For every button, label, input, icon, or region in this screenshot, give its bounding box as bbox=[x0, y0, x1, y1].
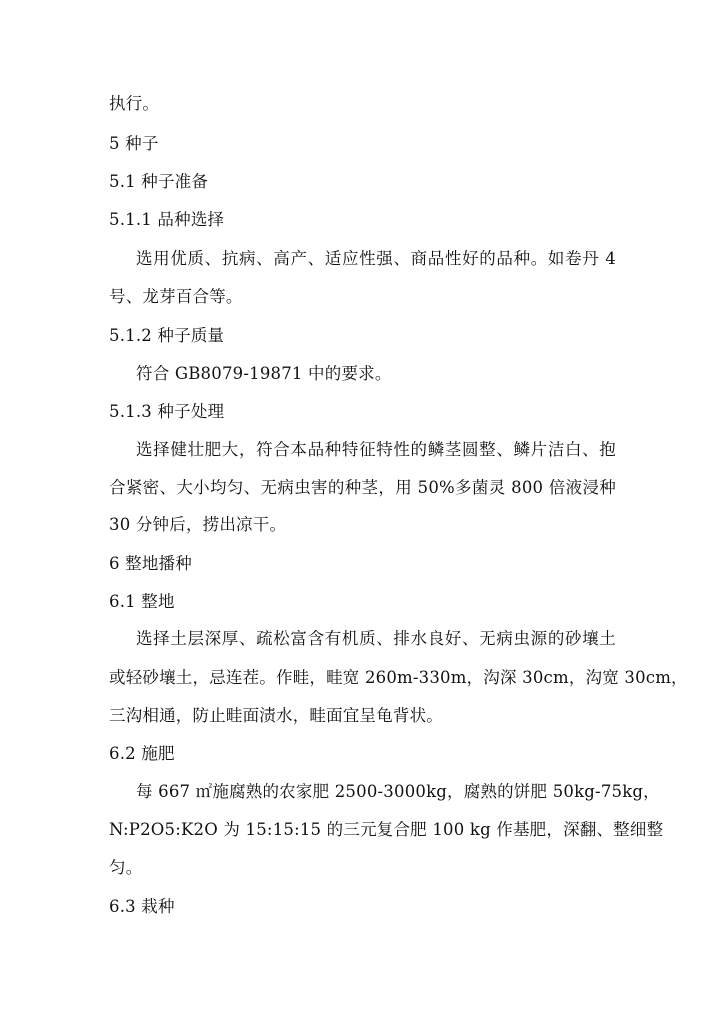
text-line-continuation: 执行。 bbox=[109, 94, 160, 113]
section-heading-5-1-3: 5.1.3 种子处理 bbox=[109, 402, 225, 421]
paragraph-line: 30 分钟后，捞出凉干。 bbox=[109, 515, 287, 534]
paragraph-line: 选择健壮肥大，符合本品种特征特性的鳞茎圆整、鳞片洁白、抱 bbox=[136, 440, 616, 459]
paragraph-line: 或轻砂壤土，忌连茬。作畦，畦宽 260m-330m，沟深 30cm，沟宽 30cm， bbox=[109, 668, 688, 687]
paragraph-line: 匀。 bbox=[109, 858, 143, 877]
section-heading-6-1: 6.1 整地 bbox=[109, 592, 175, 611]
paragraph-line: 选择土层深厚、疏松富含有机质、排水良好、无病虫源的砂壤土 bbox=[136, 629, 616, 648]
paragraph-line: 符合 GB8079-19871 中的要求。 bbox=[136, 364, 392, 383]
paragraph-line: N:P2O5:K2O 为 15:15:15 的三元复合肥 100 kg 作基肥，深翻、整细整 bbox=[109, 820, 664, 839]
paragraph-line: 三沟相通，防止畦面渍水，畦面宜呈龟背状。 bbox=[109, 706, 443, 725]
section-heading-5-1-1: 5.1.1 品种选择 bbox=[109, 210, 225, 229]
section-heading-6: 6 整地播种 bbox=[109, 554, 192, 573]
section-heading-5-1: 5.1 种子准备 bbox=[109, 172, 209, 191]
paragraph-line: 选用优质、抗病、高产、适应性强、商品性好的品种。如卷丹 4 bbox=[136, 249, 616, 268]
paragraph-line: 号、龙芽百合等。 bbox=[109, 287, 243, 306]
paragraph-line: 每 667 ㎡施腐熟的农家肥 2500-3000kg，腐熟的饼肥 50kg-75kg， bbox=[136, 782, 660, 801]
section-heading-5-1-2: 5.1.2 种子质量 bbox=[109, 326, 225, 345]
section-heading-6-3: 6.3 栽种 bbox=[109, 897, 175, 916]
section-heading-5: 5 种子 bbox=[109, 134, 159, 153]
paragraph-line: 合紧密、大小均匀、无病虫害的种茎，用 50%多菌灵 800 倍液浸种 bbox=[109, 478, 616, 497]
section-heading-6-2: 6.2 施肥 bbox=[109, 744, 175, 763]
